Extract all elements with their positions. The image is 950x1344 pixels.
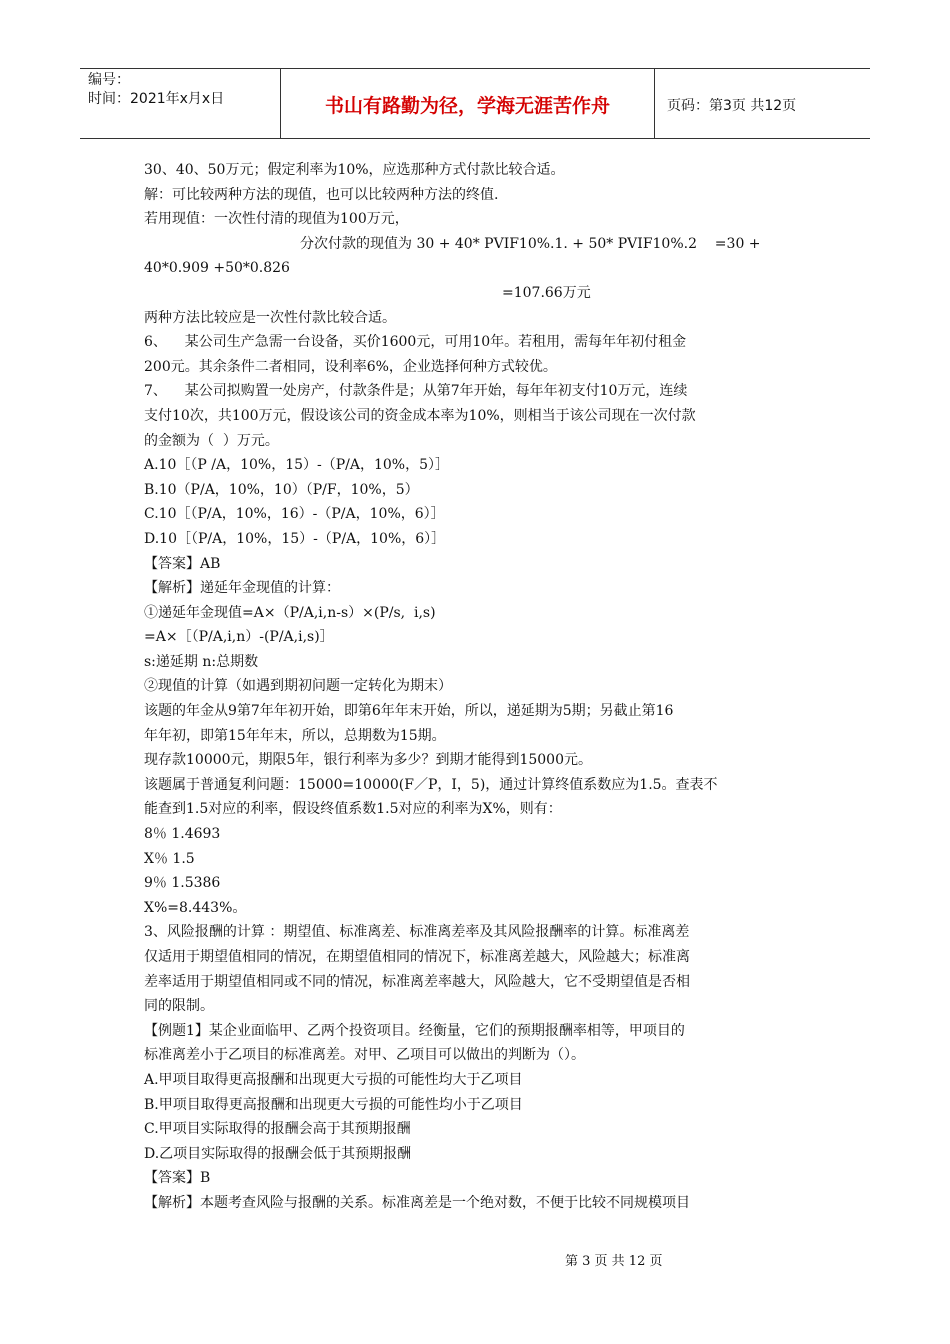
body-line: 3、风险报酬的计算 ：期望值、标准离差、标准离差率及其风险报酬率的计算。标准离差 bbox=[144, 924, 690, 941]
body-line: 同的限制。 bbox=[144, 998, 214, 1015]
body-line: 若用现值：一次性付清的现值为100万元， bbox=[144, 211, 409, 228]
body-line: 7、 某公司拟购置一处房产，付款条件是；从第7年开始，每年年初支付10万元，连续 bbox=[144, 383, 688, 400]
body-line: =107.66万元 bbox=[502, 284, 591, 301]
body-line: 的金额为（ ）万元。 bbox=[144, 432, 279, 449]
body-line: 解：可比较两种方法的现值，也可以比较两种方法的终值. bbox=[144, 186, 499, 203]
body-line: 6、 某公司生产急需一台设备，买价1600元，可用10年。若租用，需每年年初付租金 bbox=[144, 334, 687, 351]
body-line: A.10［（P /A，10%，15）-（P/A，10%，5）］ bbox=[144, 457, 450, 474]
page-footer: 第 3 页 共 12 页 bbox=[565, 1254, 663, 1269]
body-line: ②现值的计算（如遇到期初问题一定转化为期末） bbox=[144, 678, 452, 695]
body-line: =A×［（P/A,i,n）-(P/A,i,s)］ bbox=[144, 629, 334, 646]
header-meta bbox=[80, 69, 281, 138]
body-line: A.甲项目取得更高报酬和出现更大亏损的可能性均大于乙项目 bbox=[144, 1071, 523, 1088]
body-line: D.10［（P/A，10%，15）-（P/A，10%，6）］ bbox=[144, 530, 446, 547]
body-line: 【答案】AB bbox=[144, 555, 221, 572]
header-page-info: 页码：第3页 共12页 bbox=[667, 97, 797, 114]
body-line: 【解析】递延年金现值的计算： bbox=[144, 580, 340, 597]
body-line: C.甲项目实际取得的报酬会高于其预期报酬 bbox=[144, 1121, 411, 1138]
body-line: C.10［（P/A，10%，16）-（P/A，10%，6）］ bbox=[144, 506, 445, 523]
body-line: B.10（P/A，10%，10）（P/F，10%，5） bbox=[144, 481, 419, 498]
body-line: X％ 1.5 bbox=[144, 850, 195, 867]
body-line: X%=8.443%。 bbox=[144, 899, 247, 916]
body-line: ①递延年金现值=A×（P/A,i,n-s）×(P/s, i,s) bbox=[144, 604, 436, 621]
body-line: 能查到1.5对应的利率，假设终值系数1.5对应的利率为X%，则有： bbox=[144, 801, 562, 818]
body-line: 差率适用于期望值相同或不同的情况，标准离差率越大，风险越大，它不受期望值是否相 bbox=[144, 973, 690, 990]
body-line: s:递延期 n:总期数 bbox=[144, 653, 259, 670]
body-line: 该题属于普通复利问题：15000=10000(F／P，I，5)，通过计算终值系数应为1.5。查表不 bbox=[144, 776, 718, 793]
body-line: B.甲项目取得更高报酬和出现更大亏损的可能性均小于乙项目 bbox=[144, 1096, 523, 1113]
body-line: 年年初，即第15年年末，所以，总期数为15期。 bbox=[144, 727, 446, 744]
body-line: 分次付款的现值为 30 + 40* PVIF10%.1. + 50* PVIF10%.2 =30 + bbox=[300, 235, 761, 252]
document-body bbox=[144, 158, 814, 1216]
body-line: 仅适用于期望值相同的情况，在期望值相同的情况下，标准离差越大，风险越大；标准离 bbox=[144, 949, 690, 965]
body-line: 200元。其余条件二者相同，设利率6%，企业选择何种方式较优。 bbox=[144, 358, 557, 375]
body-line: 9％ 1.5386 bbox=[144, 875, 221, 892]
body-line: D.乙项目实际取得的报酬会低于其预期报酬 bbox=[144, 1145, 412, 1162]
document-date-label: 时间：2021年x月x日 bbox=[88, 91, 225, 107]
body-line: 现存款10000元，期限5年，银行利率为多少？到期才能得到15000元。 bbox=[144, 752, 592, 769]
body-line: 40*0.909 +50*0.826 bbox=[144, 260, 290, 277]
body-line: 两种方法比较应是一次性付款比较合适。 bbox=[144, 309, 396, 326]
body-line: 支付10次，共100万元，假设该公司的资金成本率为10%，则相当于该公司现在一次付款 bbox=[144, 407, 696, 424]
body-line: 8％ 1.4693 bbox=[144, 826, 221, 843]
body-line: 【例题1】某企业面临甲、乙两个投资项目。经衡量，它们的预期报酬率相等，甲项目的 bbox=[144, 1022, 685, 1039]
page-header bbox=[80, 68, 870, 139]
body-line: 该题的年金从9第7年年初开始，即第6年年末开始，所以，递延期为5期；另截止第16 bbox=[144, 703, 674, 720]
document-number-label: 编号： bbox=[88, 72, 130, 88]
header-motto: 书山有路勤为径，学海无涯苦作舟 bbox=[281, 69, 655, 138]
body-line: 【解析】本题考查风险与报酬的关系。标准离差是一个绝对数，不便于比较不同规模项目 bbox=[144, 1194, 690, 1211]
body-line: 【答案】B bbox=[144, 1170, 211, 1187]
body-line: 30、40、50万元；假定利率为10%，应选那种方式付款比较合适。 bbox=[144, 162, 565, 178]
body-line: 标准离差小于乙项目的标准离差。对甲、乙项目可以做出的判断为（）。 bbox=[144, 1047, 585, 1064]
